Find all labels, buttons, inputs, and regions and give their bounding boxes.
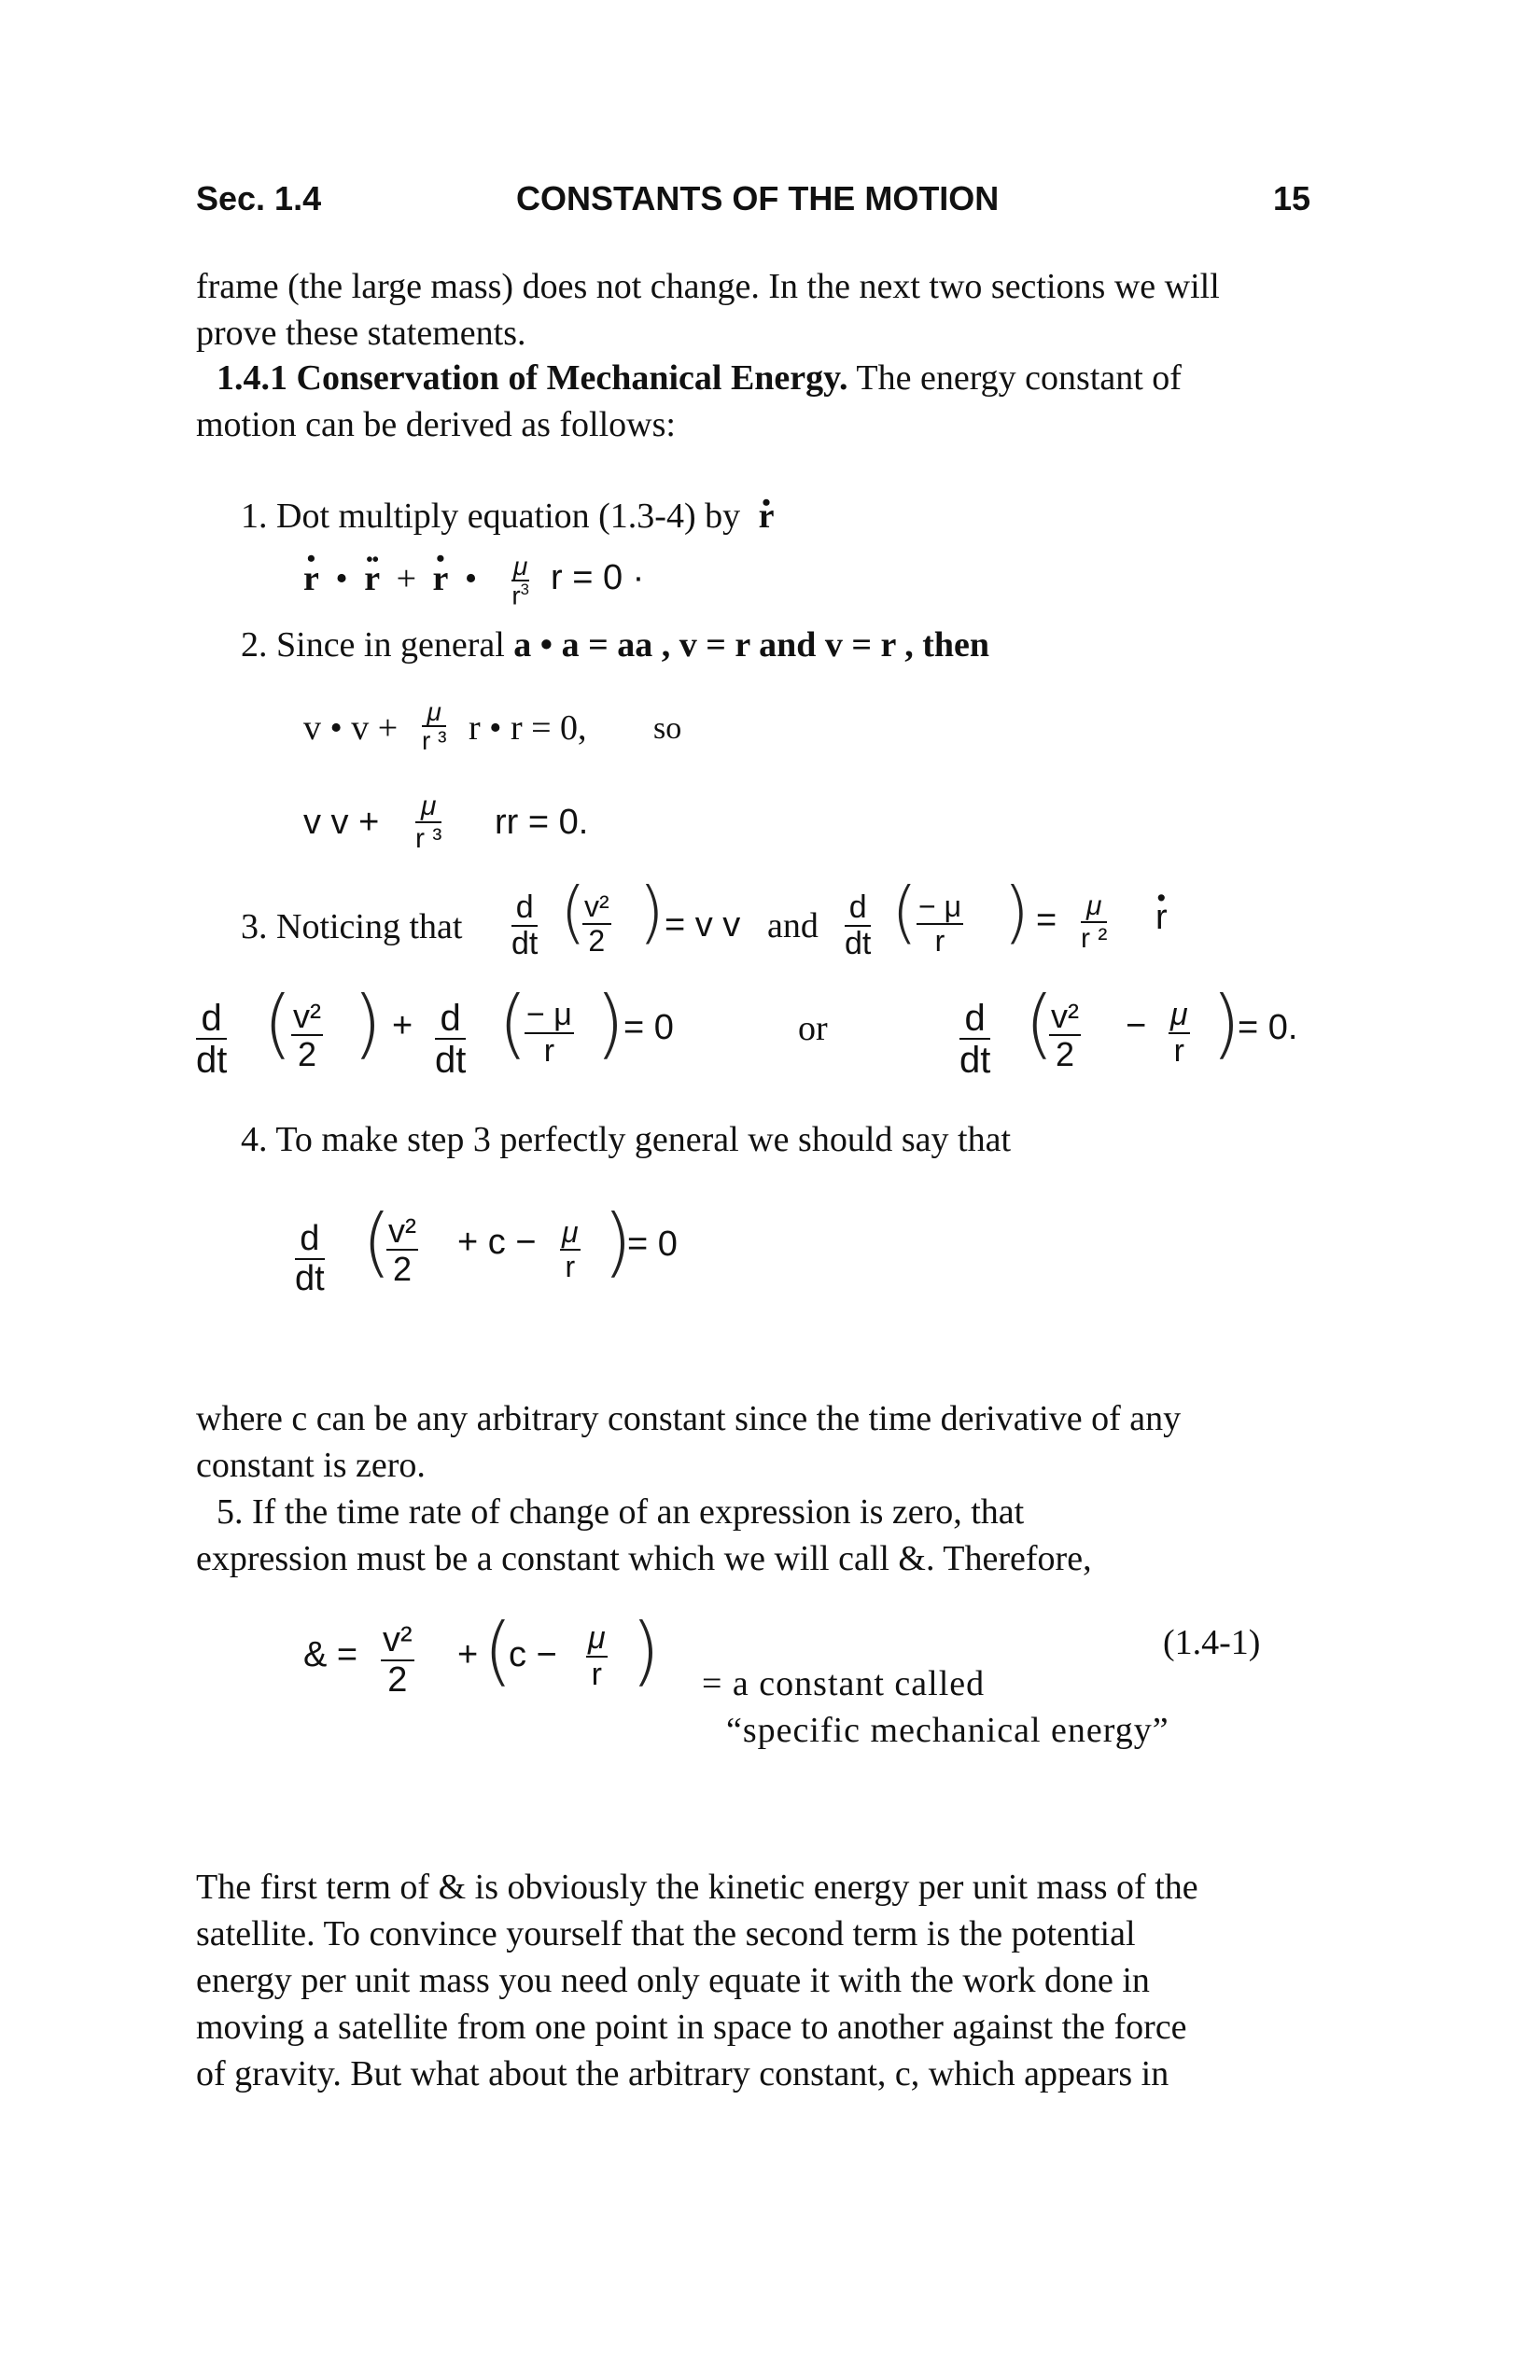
eq-r-dot-2: r • [433,558,449,599]
eq-dot-op-2: • [464,559,478,598]
step-1-equation [303,558,484,599]
paren-close: ) [353,980,383,1067]
page-title: CONSTANTS OF THE MOTION [516,179,1000,217]
step-4-expr: + c − [457,1223,537,1262]
closing-line-2: satellite. To convince yourself that the second term is the potential [196,1914,1136,1953]
closing-line-4: moving a satellite from one point in space to another against the force [196,2008,1187,2047]
d-dt-fraction-2: $\frac{d}{dt}$ [845,889,872,961]
intro-line-2: prove these statements. [196,314,526,353]
plus-sign: + [392,1006,413,1045]
eq-dot-op: • [335,559,348,598]
paren-close: ) [1211,980,1241,1067]
d-dt-fraction-5: $\frac{d}{dt}$ [959,998,991,1081]
mu-over-r-fraction-3: $\frac{\mu}{r}$ [588,1620,606,1692]
mu-over-r-fraction-1: $\frac{\mu}{r}$ [1170,997,1188,1069]
step-2-number: 2. [241,625,268,665]
step-3-rel1: = v v [665,905,741,945]
after-4-line-1: where c can be any arbitrary constant since the time derivative of any [196,1399,1182,1438]
step-5-text-1: If the time rate of change of an expression is zero, that [252,1492,1025,1532]
paren-open: ( [891,873,918,951]
step-5-line-1 [217,1489,1024,1535]
step-3-eq-zero: = 0 [623,1008,674,1047]
subsection-number: 1.4.1 [217,358,287,398]
v2-over-2-fraction-3: $\frac{\text{v²}}{2}$ [1051,997,1079,1073]
paren-close: ) [595,980,625,1067]
paren-open: ( [483,1607,513,1694]
eq-141-plus: + [457,1635,479,1674]
paren-open: ( [263,980,293,1067]
mu-over-r2-fraction: $\frac{\mu}{\text{r ²}}$ [1081,890,1108,954]
mu-over-r3-fraction-1: $\frac{\mu}{r^3}$ [511,552,529,610]
step-2-eq2-tail: rr = 0. [495,803,589,842]
v2-over-2-fraction-4: $\frac{\text{v²}}{2}$ [388,1211,416,1288]
eq-r-ddot: r •• [364,558,380,599]
eq-141-desc-1: = a constant called [702,1664,986,1703]
step-4-text: To make step 3 perfectly general we should say that [275,1120,1012,1159]
paren-open: ( [1025,980,1055,1067]
mu-over-r-fraction-2: $\frac{\mu}{r}$ [562,1215,579,1283]
paren-open: ( [362,1198,392,1285]
eq-141-desc-2: “specific mechanical energy” [726,1711,1169,1750]
step-3-or: or [798,1009,828,1048]
step-2-text: Since in general [276,625,505,665]
d-dt-fraction-4: $\frac{d}{dt}$ [435,998,467,1081]
step-1-eq-tail: r = 0 · [551,558,645,597]
step-5-line-2: expression must be a constant which we will call &. Therefore, [196,1539,1092,1578]
eq-141-label: (1.4-1) [1163,1623,1261,1662]
eq-141-inner: c − [509,1635,557,1674]
eq-141-lhs: & = [303,1635,358,1674]
subsection-heading: Conservation of Mechanical Energy. [296,358,848,398]
closing-line-1: The first term of & is obviously the kinetic energy per unit mass of the [196,1868,1198,1907]
step-1-number: 1. [241,497,268,536]
step-3-eq-zero-dot: = 0. [1238,1008,1298,1047]
step-3 [241,903,462,950]
paren-close: ) [1003,873,1030,951]
step-1-text: Dot multiply equation (1.3-4) by [276,497,741,536]
subsection-heading-line [217,355,1182,401]
paren-close: ) [631,1607,661,1694]
eq-r-dot: r • [303,558,319,599]
subsection-text: The energy constant of [856,358,1182,398]
step-3-and: and [767,906,819,945]
v2-over-2-fraction-2: $\frac{\text{v²}}{2}$ [293,997,321,1073]
paren-open: ( [498,980,528,1067]
step-2-so: so [653,711,682,746]
paren-close: ) [638,873,665,951]
r-dot-vector: r • [759,493,775,539]
step-2-eq1-tail: r • r = 0, [469,708,587,748]
v2-over-2-fraction-1: $\frac{\text{v²}}{2}$ [584,889,609,958]
subsection-line-2: motion can be derived as follows: [196,405,676,444]
paren-open: ( [560,873,587,951]
neg-mu-over-r-fraction-2: $\frac{- \mu}{r}$ [526,997,572,1069]
step-2-eq2-lead: v v + [303,803,380,842]
step-3-text: Noticing that [276,907,463,946]
step-4 [241,1116,1011,1163]
step-4-number: 4. [241,1120,268,1159]
r-dot-tail: r • [1155,898,1168,938]
eq-plus: + [396,559,416,598]
step-4-eq-zero: = 0 [627,1225,678,1264]
mu-over-r3-fraction-2: $\frac{\mu}{\text{r ³}}$ [422,697,447,756]
closing-line-3: energy per unit mass you need only equate it with the work done in [196,1961,1150,2000]
equals-sign: = [1036,901,1057,940]
step-2-expr: a • a = aa , v = r and v = r , then [513,625,989,665]
d-dt-fraction-1: $\frac{d}{dt}$ [511,889,539,961]
v2-over-2-fraction-5: $\frac{\text{v²}}{2}$ [383,1620,413,1700]
step-2 [241,622,989,668]
step-1 [241,493,774,539]
d-dt-fraction-3: $\frac{d}{dt}$ [196,998,228,1081]
step-3-number: 3. [241,907,268,946]
paren-close: ) [603,1198,633,1285]
step-2-eq1-lead: v • v + [303,708,399,748]
neg-mu-over-r-fraction-1: $\frac{- \mu}{r}$ [918,889,962,958]
minus-sign: − [1126,1006,1147,1045]
section-label: Sec. 1.4 [196,179,322,217]
mu-over-r3-fraction-3: $\frac{\mu}{\text{r ³}}$ [415,791,442,854]
step-5-number: 5. [217,1492,244,1532]
after-4-line-2: constant is zero. [196,1446,426,1485]
page-number: 15 [1273,179,1311,217]
closing-line-5: of gravity. But what about the arbitrary constant, c, which appears in [196,2054,1169,2093]
intro-line-1: frame (the large mass) does not change. In the next two sections we will [196,267,1220,306]
d-dt-fraction-6: $\frac{d}{dt}$ [295,1219,325,1298]
